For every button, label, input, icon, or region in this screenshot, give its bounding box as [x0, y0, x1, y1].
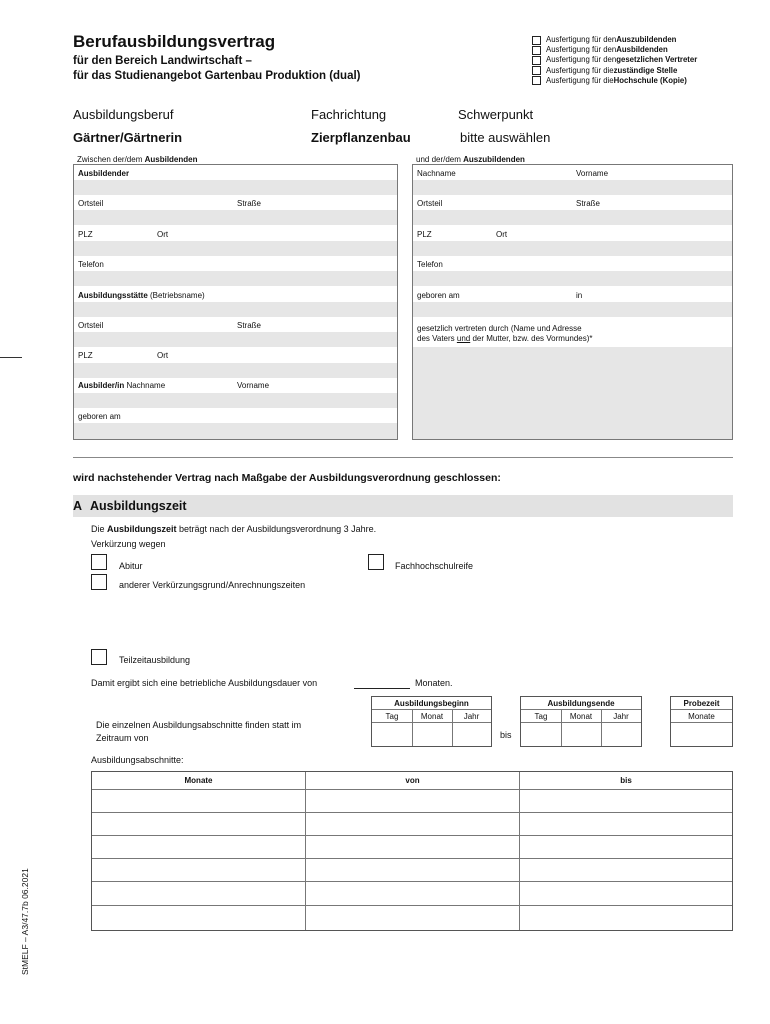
document-subtitle-2: für das Studienangebot Gartenbau Produktion (dual)	[73, 70, 361, 82]
ausbildender-panel	[73, 164, 398, 440]
copy-hochschule[interactable]: Ausfertigung für die Hochschule (Kopie)	[532, 76, 697, 86]
telefon-label: Telefon	[78, 260, 104, 269]
strasse-label-2: Straße	[237, 321, 262, 330]
teilzeit-label: Teilzeitausbildung	[119, 655, 191, 665]
fold-mark	[0, 357, 22, 358]
plz-label: PLZ	[417, 230, 432, 239]
schwerpunkt-select[interactable]: bitte auswählen	[460, 130, 551, 145]
form-code: StMELF – A3/47.7b 06.2021	[20, 868, 30, 975]
vertreten-label-2: des Vaters und der Mutter, bzw. des Vormundes)*	[417, 334, 593, 343]
plz-label: PLZ	[78, 230, 93, 239]
vorname-label: Vorname	[576, 169, 609, 178]
fachhochschulreife-label: Fachhochschulreife	[395, 561, 474, 571]
ort-label-2: Ort	[157, 351, 169, 360]
ausbildungsstaette-label: Ausbildungsstätte (Betriebsname)	[78, 291, 205, 300]
abschnitte-label: Ausbildungsabschnitte:	[91, 755, 184, 765]
contract-statement: wird nachstehender Vertrag nach Maßgabe der Ausbildungsverordnung geschlossen:	[73, 472, 501, 484]
probezeit-table: Probezeit Monate	[670, 696, 733, 747]
ortsteil-label: Ortsteil	[78, 199, 104, 208]
dauer-input[interactable]	[354, 688, 410, 689]
bis-label: bis	[500, 730, 512, 740]
beruf-label: Ausbildungsberuf	[73, 107, 174, 122]
checkbox-icon[interactable]	[532, 46, 541, 55]
vorname-label: Vorname	[237, 381, 270, 390]
copy-ausbildender[interactable]: Ausfertigung für den Ausbildenden	[532, 45, 697, 55]
strasse-label: Straße	[576, 199, 601, 208]
copy-vertreter[interactable]: Ausfertigung für den gesetzlichen Vertreter	[532, 55, 697, 65]
anderer-grund-checkbox[interactable]	[91, 574, 107, 590]
document-title: Berufausbildungsvertrag	[73, 32, 276, 51]
abschnitte-text-2: Zeitraum von	[96, 733, 149, 743]
section-a-title: Ausbildungszeit	[90, 499, 187, 513]
nachname-label: Nachname	[417, 169, 456, 178]
abschnitte-table: Monate von bis	[91, 771, 733, 931]
document-subtitle-1: für den Bereich Landwirtschaft –	[73, 55, 252, 67]
beginn-table: Ausbildungsbeginn Tag Monat Jahr	[371, 696, 492, 747]
geboren-label: geboren am	[78, 412, 121, 421]
section-a-header: A Ausbildungszeit	[73, 495, 733, 517]
vertreten-label-1: gesetzlich vertreten durch (Name und Adresse	[417, 324, 582, 333]
ortsteil-label: Ortsteil	[417, 199, 443, 208]
fach-label: Fachrichtung	[311, 107, 387, 122]
left-panel-caption: Zwischen der/dem Ausbildenden	[77, 155, 198, 164]
plz-label-2: PLZ	[78, 351, 93, 360]
ort-label: Ort	[157, 230, 169, 239]
abschnitte-text-1: Die einzelnen Ausbildungsabschnitte finden statt im	[96, 720, 302, 730]
verkuerzung-label: Verkürzung wegen	[91, 539, 166, 549]
ende-table: Ausbildungsende Tag Monat Jahr	[520, 696, 642, 747]
checkbox-icon[interactable]	[532, 36, 541, 45]
teilzeit-checkbox[interactable]	[91, 649, 107, 665]
copy-auszubildender[interactable]: Ausfertigung für den Auszubildenden	[532, 35, 697, 45]
abitur-checkbox[interactable]	[91, 554, 107, 570]
right-panel-caption: und der/dem Auszubildenden	[416, 155, 525, 164]
abitur-label: Abitur	[119, 561, 143, 571]
geboren-label: geboren am	[417, 291, 460, 300]
ort-label: Ort	[496, 230, 508, 239]
ausbildender-label: Ausbildender	[78, 169, 130, 178]
fach-value[interactable]: Zierpflanzenbau	[311, 130, 411, 145]
fachhochschulreife-checkbox[interactable]	[368, 554, 384, 570]
checkbox-icon[interactable]	[532, 66, 541, 75]
schwerpunkt-label: Schwerpunkt	[458, 107, 534, 122]
copies-list	[532, 35, 697, 86]
geburtsort-label: in	[576, 291, 583, 300]
beruf-value[interactable]: Gärtner/Gärtnerin	[73, 130, 183, 145]
strasse-label: Straße	[237, 199, 262, 208]
ausbilder-label: Ausbilder/in Nachname	[78, 381, 166, 390]
checkbox-icon[interactable]	[532, 56, 541, 65]
anderer-grund-label: anderer Verkürzungsgrund/Anrechnungszeiten	[119, 580, 306, 590]
ausbildungszeit-text: Die Ausbildungszeit beträgt nach der Ausbildungsverordnung 3 Jahre.	[91, 524, 377, 534]
checkbox-icon[interactable]	[532, 76, 541, 85]
ortsteil-label-2: Ortsteil	[78, 321, 104, 330]
divider	[73, 457, 733, 458]
telefon-label: Telefon	[417, 260, 443, 269]
auszubildender-panel	[412, 164, 733, 440]
copy-zustaendige-stelle[interactable]: Ausfertigung für die zuständige Stelle	[532, 66, 697, 76]
dauer-text: Damit ergibt sich eine betriebliche Ausbildungsdauer von	[91, 678, 318, 688]
monaten-label: Monaten.	[415, 678, 453, 688]
